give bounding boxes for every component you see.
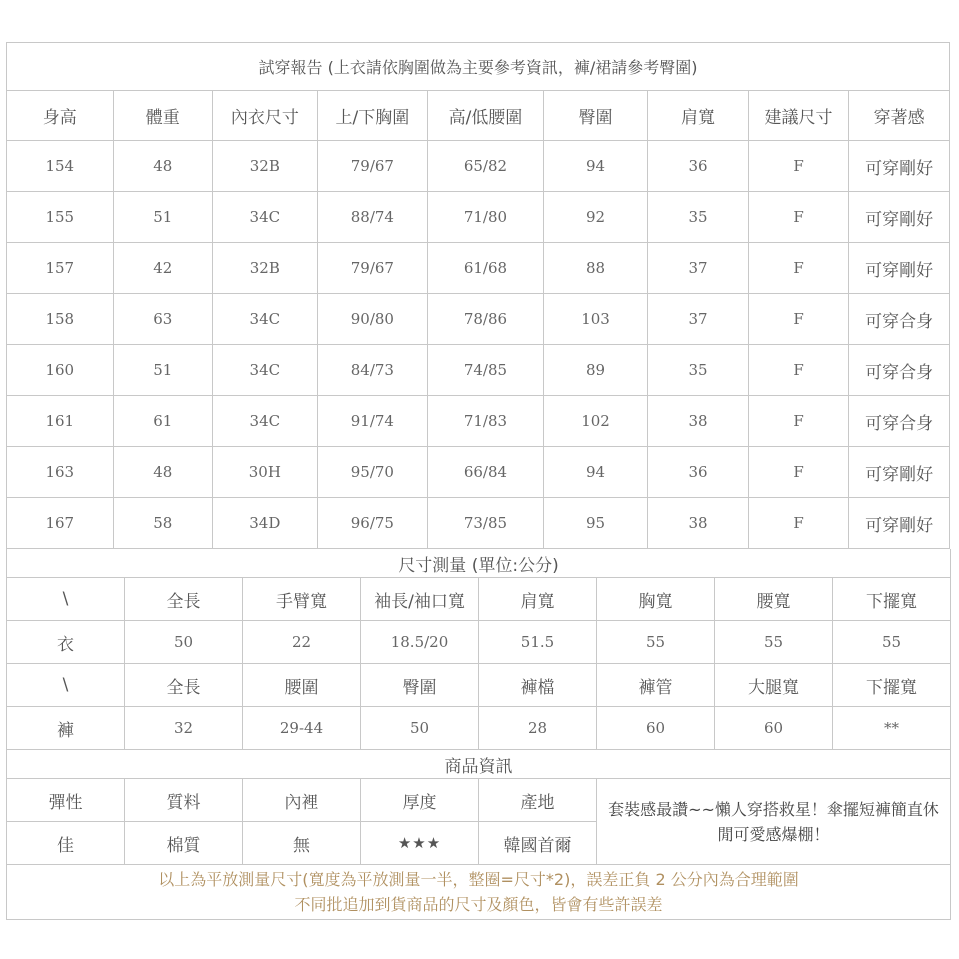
fit-report-cell: 可穿剛好: [849, 192, 950, 243]
measurement-header-cell: \: [7, 664, 125, 707]
table-row: [7, 294, 950, 345]
fit-report-cell: 79/67: [317, 243, 428, 294]
fit-report-table: [6, 42, 950, 549]
measurement-header-cell: 全長: [125, 664, 243, 707]
table-row: [7, 447, 950, 498]
fit-report-cell: 48: [113, 447, 213, 498]
table-row: [7, 621, 951, 664]
fit-report-cell: 161: [7, 396, 114, 447]
measurement-header-cell: 肩寬: [479, 578, 597, 621]
fit-report-cell: 73/85: [428, 498, 544, 549]
measurement-header-cell: \: [7, 578, 125, 621]
fit-report-cell: F: [748, 243, 849, 294]
fit-report-cell: 58: [113, 498, 213, 549]
measurement-note: [7, 865, 951, 920]
fit-report-cell: 34C: [213, 345, 318, 396]
measurement-header-cell: 褲檔: [479, 664, 597, 707]
fit-report-cell: 35: [648, 192, 749, 243]
note-line-1: 以上為平放測量尺寸(寬度為平放測量一半，整圈=尺寸*2)，誤差正負 2 公分內為合理範圍: [158, 870, 799, 889]
product-description: 套裝感最讚~~懶人穿搭救星！傘擺短褲簡直休閒可愛感爆棚！: [597, 779, 951, 865]
fit-report-cell: 32B: [213, 141, 318, 192]
measurement-cell: 28: [479, 707, 597, 750]
measurement-title: 尺寸測量 (單位:公分): [7, 549, 951, 578]
fit-report-cell: 163: [7, 447, 114, 498]
fit-report-cell: 38: [648, 396, 749, 447]
fit-report-cell: 102: [543, 396, 648, 447]
fit-report-cell: 79/67: [317, 141, 428, 192]
fit-report-cell: 92: [543, 192, 648, 243]
fit-report-cell: F: [748, 192, 849, 243]
fit-report-header-cell: 體重: [113, 91, 213, 141]
product-value-elasticity: 佳: [7, 822, 125, 865]
fit-report-cell: 66/84: [428, 447, 544, 498]
measurement-cell: **: [833, 707, 951, 750]
fit-report-cell: 34C: [213, 294, 318, 345]
fit-report-cell: 95/70: [317, 447, 428, 498]
fit-report-cell: 34C: [213, 396, 318, 447]
fit-report-cell: 可穿合身: [849, 345, 950, 396]
fit-report-cell: 36: [648, 141, 749, 192]
table-row: [7, 498, 950, 549]
fit-report-cell: 30H: [213, 447, 318, 498]
measurement-header-cell: 胸寬: [597, 578, 715, 621]
measurement-cell: 55: [715, 621, 833, 664]
product-info-table: [6, 750, 951, 920]
product-value-origin: 韓國首爾: [479, 822, 597, 865]
fit-report-cell: 89: [543, 345, 648, 396]
measurement-header-cell: 腰圍: [243, 664, 361, 707]
fit-report-cell: 157: [7, 243, 114, 294]
fit-report-cell: 71/80: [428, 192, 544, 243]
fit-report-header-cell: 身高: [7, 91, 114, 141]
fit-report-header-row: [7, 91, 950, 141]
fit-report-cell: 42: [113, 243, 213, 294]
fit-report-cell: F: [748, 345, 849, 396]
fit-report-cell: 95: [543, 498, 648, 549]
fit-report-cell: 160: [7, 345, 114, 396]
fit-report-cell: 63: [113, 294, 213, 345]
fit-report-cell: 154: [7, 141, 114, 192]
fit-report-header-cell: 內衣尺寸: [213, 91, 318, 141]
product-value-thickness-stars: ★★★: [361, 822, 479, 865]
measurement-cell: 50: [125, 621, 243, 664]
product-header-thickness: 厚度: [361, 779, 479, 822]
fit-report-cell: 可穿剛好: [849, 141, 950, 192]
measurement-cell: 褲: [7, 707, 125, 750]
fit-report-cell: 36: [648, 447, 749, 498]
table-row: [7, 396, 950, 447]
product-header-lining: 內裡: [243, 779, 361, 822]
product-header-origin: 產地: [479, 779, 597, 822]
measurement-header-cell: 全長: [125, 578, 243, 621]
fit-report-cell: 155: [7, 192, 114, 243]
fit-report-cell: 88: [543, 243, 648, 294]
fit-report-cell: 94: [543, 447, 648, 498]
measurement-header-cell: 臀圍: [361, 664, 479, 707]
table-row: [7, 707, 951, 750]
fit-report-cell: 可穿剛好: [849, 243, 950, 294]
fit-report-title: 試穿報告 (上衣請依胸圍做為主要參考資訊，褲/裙請參考臀圍): [7, 43, 950, 91]
fit-report-cell: 158: [7, 294, 114, 345]
measurement-cell: 32: [125, 707, 243, 750]
fit-report-cell: 34D: [213, 498, 318, 549]
measurement-cell: 51.5: [479, 621, 597, 664]
measurement-header-cell: 袖長/袖口寬: [361, 578, 479, 621]
fit-report-cell: 32B: [213, 243, 318, 294]
fit-report-cell: 51: [113, 192, 213, 243]
measurement-header-cell: 下擺寬: [833, 578, 951, 621]
measurement-header-cell: 腰寬: [715, 578, 833, 621]
fit-report-cell: 35: [648, 345, 749, 396]
fit-report-header-cell: 臀圍: [543, 91, 648, 141]
table-row: [7, 578, 951, 621]
table-row: [7, 192, 950, 243]
fit-report-header-cell: 肩寬: [648, 91, 749, 141]
fit-report-cell: 可穿剛好: [849, 498, 950, 549]
fit-report-cell: F: [748, 294, 849, 345]
measurement-header-cell: 下擺寬: [833, 664, 951, 707]
table-row: [7, 141, 950, 192]
fit-report-header-cell: 建議尺寸: [748, 91, 849, 141]
fit-report-cell: 可穿剛好: [849, 447, 950, 498]
measurement-cell: 55: [597, 621, 715, 664]
measurement-header-cell: 大腿寬: [715, 664, 833, 707]
fit-report-cell: 90/80: [317, 294, 428, 345]
product-value-lining: 無: [243, 822, 361, 865]
fit-report-cell: 88/74: [317, 192, 428, 243]
fit-report-cell: 71/83: [428, 396, 544, 447]
fit-report-header-cell: 高/低腰圍: [428, 91, 544, 141]
measurement-cell: 60: [715, 707, 833, 750]
fit-report-cell: F: [748, 498, 849, 549]
measurement-cell: 60: [597, 707, 715, 750]
measurement-table: [6, 549, 951, 750]
measurement-cell: 50: [361, 707, 479, 750]
fit-report-header-cell: 上/下胸圍: [317, 91, 428, 141]
table-row: [7, 345, 950, 396]
fit-report-cell: 38: [648, 498, 749, 549]
product-value-material: 棉質: [125, 822, 243, 865]
fit-report-header-cell: 穿著感: [849, 91, 950, 141]
measurement-header-cell: 手臂寬: [243, 578, 361, 621]
measurement-cell: 衣: [7, 621, 125, 664]
measurement-header-cell: 褲管: [597, 664, 715, 707]
fit-report-cell: 可穿合身: [849, 396, 950, 447]
fit-report-cell: 34C: [213, 192, 318, 243]
table-row: [7, 243, 950, 294]
fit-report-cell: F: [748, 141, 849, 192]
measurement-cell: 22: [243, 621, 361, 664]
fit-report-cell: 96/75: [317, 498, 428, 549]
fit-report-cell: 103: [543, 294, 648, 345]
fit-report-cell: 61/68: [428, 243, 544, 294]
fit-report-cell: 94: [543, 141, 648, 192]
fit-report-cell: 可穿合身: [849, 294, 950, 345]
fit-report-cell: 48: [113, 141, 213, 192]
fit-report-cell: 91/74: [317, 396, 428, 447]
fit-report-cell: F: [748, 396, 849, 447]
product-info-title: 商品資訊: [7, 750, 951, 779]
size-info-sheet: [6, 42, 950, 920]
measurement-cell: 29-44: [243, 707, 361, 750]
fit-report-cell: 61: [113, 396, 213, 447]
fit-report-cell: 74/85: [428, 345, 544, 396]
product-header-elasticity: 彈性: [7, 779, 125, 822]
fit-report-cell: 78/86: [428, 294, 544, 345]
fit-report-cell: 37: [648, 243, 749, 294]
measurement-cell: 18.5/20: [361, 621, 479, 664]
product-header-material: 質料: [125, 779, 243, 822]
table-row: [7, 664, 951, 707]
fit-report-cell: 167: [7, 498, 114, 549]
note-line-2: 不同批追加到貨商品的尺寸及顏色，皆會有些許誤差: [294, 895, 663, 914]
fit-report-cell: 65/82: [428, 141, 544, 192]
measurement-cell: 55: [833, 621, 951, 664]
fit-report-cell: F: [748, 447, 849, 498]
fit-report-cell: 37: [648, 294, 749, 345]
fit-report-cell: 51: [113, 345, 213, 396]
fit-report-cell: 84/73: [317, 345, 428, 396]
